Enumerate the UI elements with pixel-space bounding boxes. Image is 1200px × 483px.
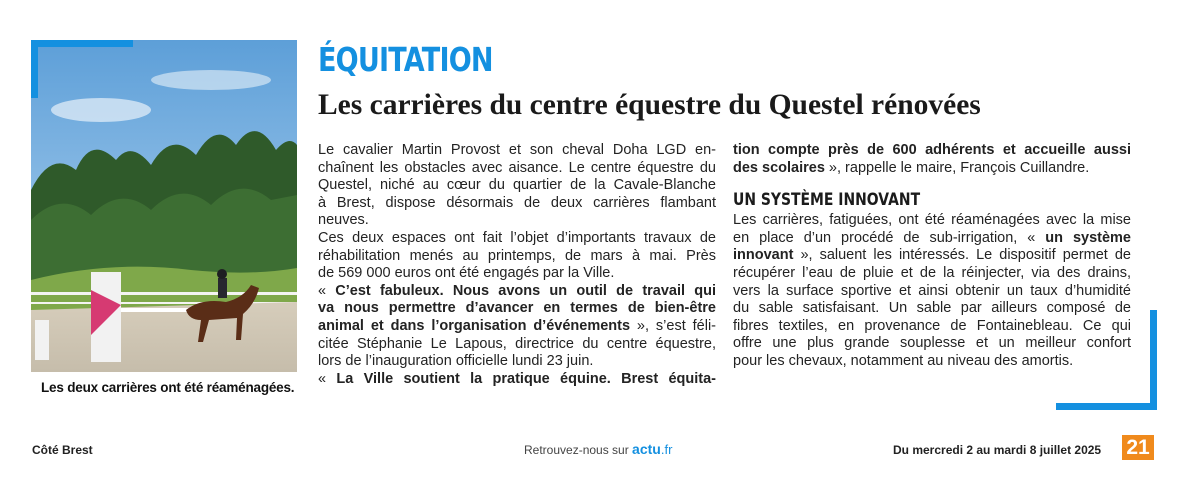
text-line	[318, 371, 716, 389]
horse-jumping-photo-illustration	[31, 40, 297, 410]
text-segment: neuves.	[318, 212, 369, 229]
accent-corner-bottom-right	[1056, 403, 1157, 410]
text-line	[318, 283, 716, 301]
text-segment: vers la surface sportive et ainsi obtenir un taux d’humidité	[733, 282, 1131, 299]
text-segment: pour les chevaux, notamment au niveau des amortis.	[733, 352, 1074, 369]
text-segment: «	[318, 370, 337, 387]
text-segment: Les carrières, fatiguées, ont été réaménagées avec la mise	[733, 212, 1131, 229]
website-promo	[524, 441, 672, 457]
column-2-top-text	[733, 142, 1131, 177]
text-line	[733, 300, 1131, 318]
text-segment: fibres textiles, en provenance de Fontainebleau. Ce qui	[733, 317, 1131, 334]
text-line	[318, 195, 716, 213]
text-line	[318, 300, 716, 318]
text-segment: «	[318, 282, 336, 299]
text-line	[733, 160, 1131, 178]
text-segment: du sable satisfaisant. Un sable par ailleurs composé de	[733, 300, 1131, 317]
bold-quote-segment: animal et dans l’organisation d’événements	[318, 317, 631, 334]
subheading: UN SYSTÈME INNOVANT	[733, 190, 921, 211]
text-segment: Questel, niché au cœur du quartier de la Cavale-Blanche	[318, 177, 716, 194]
text-segment: à Brest, dispose désormais de deux carrières flambant	[318, 194, 716, 211]
article-headline: Les carrières du centre équestre du Questel rénovées	[318, 89, 981, 121]
issue-dates: Du mercredi 2 au mardi 8 juillet 2025	[893, 443, 1102, 457]
text-line	[318, 336, 716, 354]
text-line	[318, 142, 716, 160]
text-line	[733, 265, 1131, 283]
text-segment: récupérer l’eau de pluie et de la réinjecter, via des drains,	[733, 264, 1131, 281]
text-line	[318, 265, 716, 283]
bold-quote-segment: des scolaires	[733, 159, 825, 176]
text-line	[318, 353, 716, 371]
bold-quote-segment: C’est fabuleux. Nous avons un outil de travail qui	[335, 282, 717, 299]
text-line	[733, 283, 1131, 301]
text-line	[318, 160, 716, 178]
bold-quote-segment: innovant	[733, 247, 794, 264]
text-segment: offre une plus grande souplesse et un meilleur confort	[733, 335, 1131, 352]
publication-name: Côté Brest	[32, 443, 93, 457]
text-line	[733, 335, 1131, 353]
text-line	[733, 353, 1131, 371]
accent-corner-top-left	[31, 40, 133, 47]
bold-quote-segment: tion compte près de 600 adhérents et accueille aussi	[733, 142, 1131, 158]
promo-tld[interactable]: .fr	[660, 442, 673, 457]
text-segment: lors de l’inauguration officielle lundi 23 juin.	[318, 353, 594, 370]
column-2-bottom-text	[733, 212, 1131, 370]
accent-corner-top-left-vertical	[31, 40, 38, 98]
text-segment: Le cavalier Martin Provost et son cheval Doha LGD en-	[318, 142, 716, 158]
text-line	[318, 318, 716, 336]
text-line	[318, 177, 716, 195]
text-line	[733, 212, 1131, 230]
bold-quote-segment: La Ville soutient la pratique équine. Brest équita-	[336, 370, 717, 387]
page-number-badge: 21	[1122, 435, 1154, 460]
bold-quote-segment: va nous permettre d’avancer en termes de bien-être	[318, 300, 716, 317]
text-line	[318, 248, 716, 266]
photo-caption: Les deux carrières ont été réaménagées.	[31, 372, 297, 410]
text-line	[733, 318, 1131, 336]
text-segment: citée Stéphanie Le Lapous, directrice du centre équestre,	[318, 335, 716, 352]
text-line	[318, 230, 716, 248]
text-line	[318, 212, 716, 230]
text-segment: chaînent les obstacles avec aisance. Le centre équestre du	[318, 159, 716, 176]
bold-quote-segment: un système	[1045, 229, 1131, 246]
text-line	[733, 142, 1131, 160]
text-segment: », rappelle le maire, François Cuillandre.	[824, 159, 1090, 176]
text-segment: », s’est féli-	[630, 317, 716, 334]
text-line	[733, 247, 1131, 265]
text-segment: réhabilitation menés au printemps, de mars à mai. Près	[318, 247, 716, 264]
body-column-1	[318, 142, 716, 388]
text-segment: de 569 000 euros ont été engagés par la Ville.	[318, 265, 615, 282]
promo-text: Retrouvez-nous sur	[524, 443, 633, 457]
promo-brand[interactable]: actu	[632, 441, 661, 457]
section-rubric: ÉQUITATION	[318, 40, 493, 79]
body-column-2	[733, 142, 1131, 371]
accent-corner-bottom-right-vertical	[1150, 310, 1157, 410]
text-segment: Ces deux espaces ont fait l’objet d’importants travaux de	[318, 229, 716, 246]
article-photo	[31, 40, 297, 410]
text-segment: », saluent les intéressés. Le dispositif permet de	[793, 247, 1131, 264]
text-segment: en place d’un procédé de sub-irrigation, «	[733, 229, 1046, 246]
text-line	[733, 230, 1131, 248]
